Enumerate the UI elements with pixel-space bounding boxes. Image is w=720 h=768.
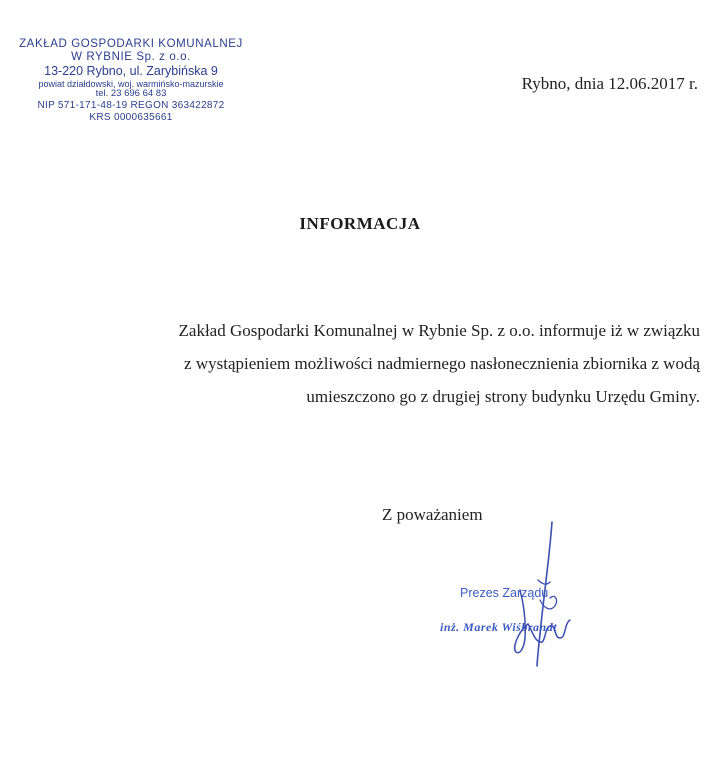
signer-name: inż. Marek Wiśbrandt (440, 620, 558, 634)
letter-body (24, 314, 700, 413)
letter-date: Rybno, dnia 12.06.2017 r. (521, 74, 698, 93)
handwritten-signature (480, 520, 600, 670)
document-title: INFORMACJA (299, 214, 421, 233)
signer-role: Prezes Zarządu (460, 586, 549, 600)
stamp-company-name: ZAKŁAD GOSPODARKI KOMUNALNEJ (19, 38, 243, 50)
stamp-company-form: W RYBNIE Sp. z o.o. (71, 51, 191, 64)
body-line: Zakład Gospodarki Komunalnej w Rybnie Sp. z o.o. informuje iż w związku (178, 321, 700, 340)
stamp-address: 13-220 Rybno, ul. Zarybińska 9 (44, 64, 218, 79)
closing-salutation: Z poważaniem (382, 505, 483, 524)
body-line: umieszczono go z drugiej strony budynku Urzędu Gminy. (306, 387, 700, 406)
company-stamp (6, 38, 256, 123)
stamp-phone: tel. 23 696 64 83 (95, 88, 167, 100)
stamp-krs: KRS 0000635661 (89, 111, 173, 123)
body-line: z wystąpieniem możliwości nadmiernego nasłonecznienia zbiornika z wodą (184, 354, 700, 373)
stamp-tax-ids: NIP 571-171-48-19 REGON 363422872 (37, 100, 225, 112)
stamp-region: powiat działdowski, woj. warmińsko-mazurskie (38, 78, 224, 89)
